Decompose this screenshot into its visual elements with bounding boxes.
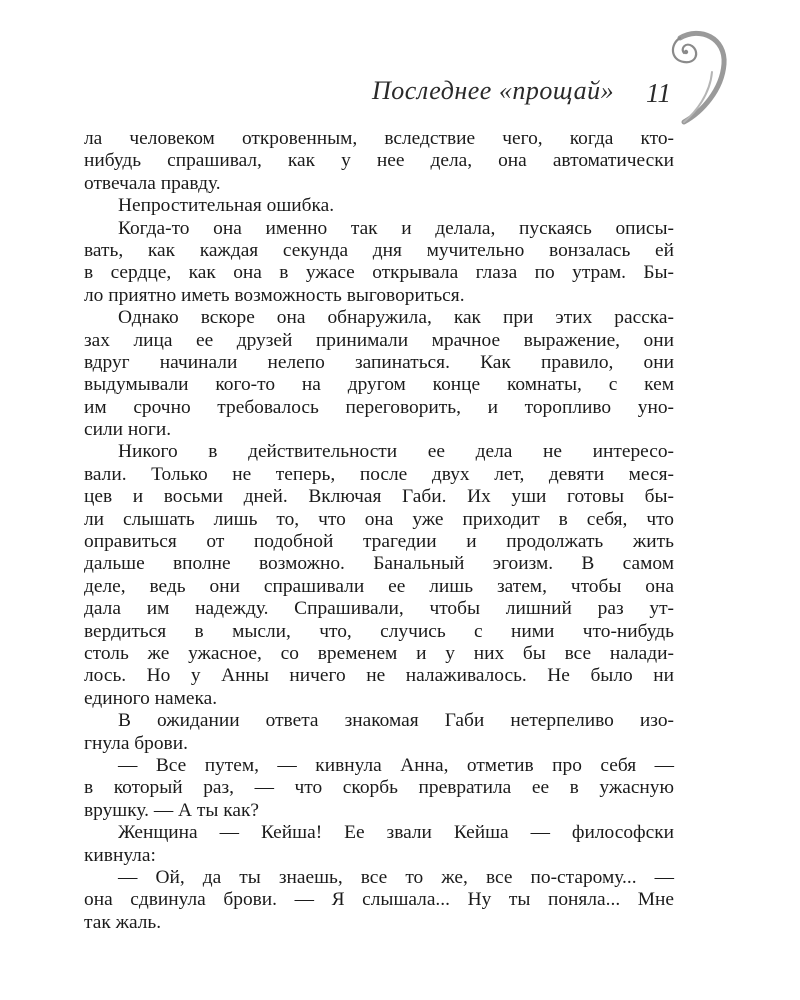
text-line: выдумывали кого-то на другом конце комнаты, с кем <box>84 374 674 396</box>
text-line: Женщина — Кейша! Ее звали Кейша — философски <box>118 822 674 844</box>
text-line: врушку. — А ты как? <box>84 799 260 821</box>
text-line: вдруг начинали нелепо запинаться. Как правило, они <box>84 351 674 373</box>
page-header <box>0 0 800 125</box>
text-line: цев и восьми дней. Включая Габи. Их уши готовы бы- <box>84 486 674 508</box>
text-line: отвечала правду. <box>84 172 221 194</box>
body-text <box>84 128 674 934</box>
text-line: столь же ужасное, со временем и у них бы все налади- <box>84 642 674 664</box>
text-line: нибудь спрашивал, как у нее дела, она автоматически <box>84 150 674 172</box>
text-line: Непростительная ошибка. <box>118 195 335 217</box>
text-line: В ожидании ответа знакомая Габи нетерпеливо изо- <box>118 710 674 732</box>
text-line: вать, как каждая секунда дня мучительно вонзалась ей <box>84 239 674 261</box>
text-line: — Все путем, — кивнула Анна, отметив про себя — <box>118 754 674 776</box>
text-line: им срочно требовалось переговорить, и торопливо уно- <box>84 396 674 418</box>
text-line: она сдвинула брови. — Я слышала... Ну ты поняла... Мне <box>84 889 674 911</box>
text-line: вердиться в мысли, что, случись с ними что-нибудь <box>84 620 674 642</box>
text-line: оправиться от подобной трагедии и продолжать жить <box>84 531 674 553</box>
text-line: ло приятно иметь возможность выговориться. <box>84 284 465 306</box>
text-line: деле, ведь они спрашивали ее лишь затем, чтобы она <box>84 575 674 597</box>
text-line: гнула брови. <box>84 732 188 754</box>
text-line: ли слышать лишь то, что она уже приходит в себя, что <box>84 508 674 530</box>
text-line: дала им надежду. Спрашивали, чтобы лишний раз ут- <box>84 598 674 620</box>
text-line: в который раз, — что скорбь превратила ее в ужасную <box>84 777 674 799</box>
text-line: Когда-то она именно так и делала, пускаясь описы- <box>118 217 674 239</box>
text-line: так жаль. <box>84 911 162 933</box>
text-line: зах лица ее друзей принимали мрачное выражение, они <box>84 329 674 351</box>
text-line: — Ой, да ты знаешь, все то же, все по-старому... — <box>118 866 674 888</box>
text-line: в сердце, как она в ужасе открывала глаза по утрам. Бы- <box>84 262 674 284</box>
running-title: Последнее «прощай» <box>372 76 615 105</box>
text-line: единого намека. <box>84 687 218 709</box>
text-line: кивнула: <box>84 844 156 866</box>
text-line: Однако вскоре она обнаружила, как при этих расска- <box>118 307 674 329</box>
text-line: сили ноги. <box>84 419 172 441</box>
swirl-ornament-icon <box>640 20 730 130</box>
text-line: лось. Но у Анны ничего не налаживалось. Не было ни <box>84 665 674 687</box>
text-line: дальше вполне возможно. Банальный эгоизм. В самом <box>84 553 674 575</box>
text-line: ла человеком откровенным, вследствие чего, когда кто- <box>84 128 674 149</box>
text-line: Никого в действительности ее дела не интересо- <box>118 441 674 463</box>
page-number: 11 <box>646 78 671 108</box>
text-line: вали. Только не теперь, после двух лет, девяти меся- <box>84 463 674 485</box>
